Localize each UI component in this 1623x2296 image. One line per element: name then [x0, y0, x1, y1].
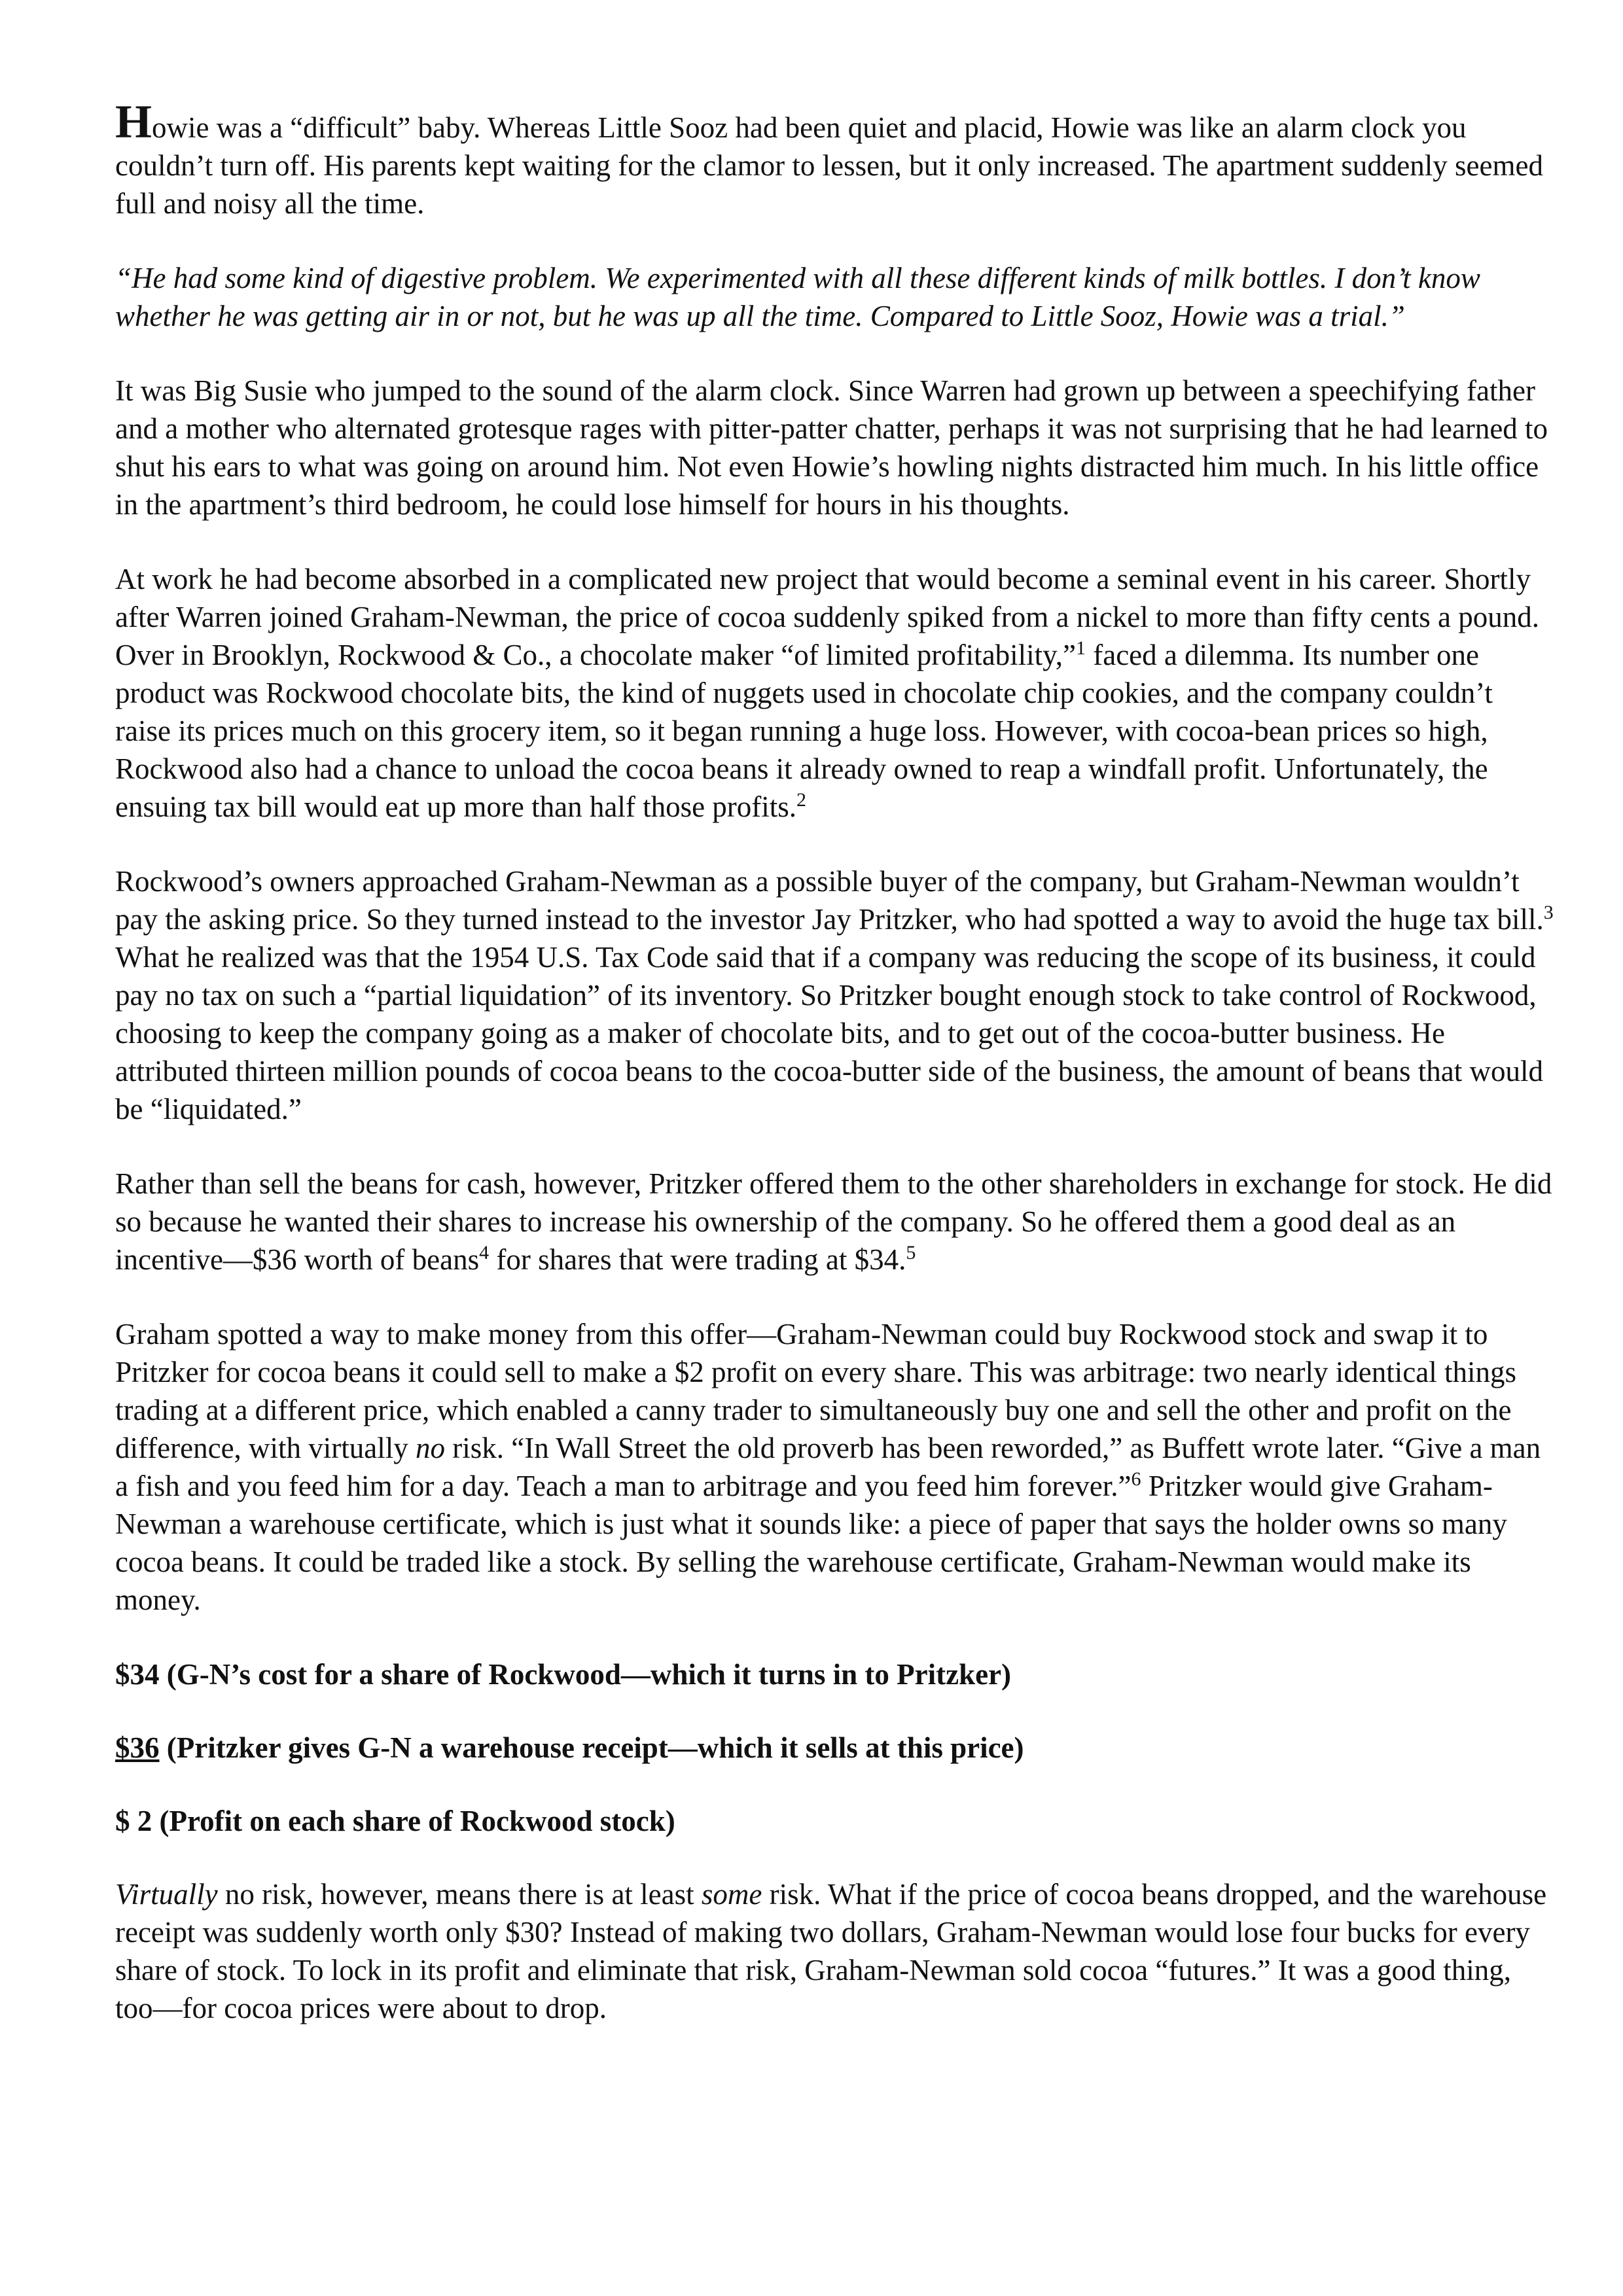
- footnote-ref-6: 6: [1131, 1468, 1141, 1490]
- paragraph-text: At work he had become absorbed in a complicated new project that would become a seminal event in his career. Shortly after Warren joined Graham-Newman, the price of cocoa suddenly spiked from a nickel to more than fifty cents a pound. Over in Brooklyn, Rockwood & Co., a chocolate maker “of limited profitability,”: [115, 563, 1540, 671]
- footnote-ref-2: 2: [796, 789, 807, 811]
- calc-text: $34 (G-N’s cost for a share of Rockwood—which it turns in to Pritzker): [115, 1658, 1012, 1691]
- paragraph-text: Rather than sell the beans for cash, however, Pritzker offered them to the other shareholders in exchange for stock. He did so because he wanted their shares to increase his ownership of the company. So he offered them a good deal as an incentive—$36 worth of beans: [115, 1167, 1552, 1276]
- paragraph-text: risk. “In Wall Street the old proverb has been reworded,” as Buffett wrote later. “Give a man a fish and you feed him for a day. Teach a man to arbitrage and you feed him forever.”: [115, 1432, 1541, 1502]
- paragraph-pritzker: [115, 862, 1555, 1128]
- quote-text: “He had some kind of digestive problem. We experimented with all these different kinds of milk bottles. I don’t know whether he was getting air in or not, but he was up all the time. Compared to Little Sooz, Howie was a trial.”: [115, 262, 1480, 332]
- paragraph-text: Pritzker would give Graham-Newman a warehouse certificate, which is just what it sounds like: a piece of paper that says the holder owns so many cocoa beans. It could be traded like a stock. By selling the warehouse certificate, Graham-Newman would make its money.: [115, 1470, 1507, 1616]
- paragraph-howie-baby: [115, 96, 1555, 222]
- body-text: [115, 96, 1555, 2064]
- calc-line-profit: [115, 1802, 1555, 1840]
- emphasis-no: no: [416, 1432, 446, 1464]
- paragraph-text: owie was a “difficult” baby. Whereas Little Sooz had been quiet and placid, Howie was like an alarm clock you couldn’t turn off. His parents kept waiting for the clamor to lessen, but it only increased. The apartment suddenly seemed full and noisy all the time.: [115, 111, 1543, 220]
- paragraph-text: Graham spotted a way to make money from this offer—Graham-Newman could buy Rockwood stock and swap it to Pritzker for cocoa beans it could sell to make a $2 profit on every share. This was arbitrage: two nearly identical things trading at a different price, which enabled a canny trader to simultaneously buy one and sell the other and profit on the difference, with virtually: [115, 1318, 1516, 1464]
- calc-amount-underlined: $36: [115, 1731, 160, 1764]
- calc-line-cost: [115, 1655, 1555, 1693]
- drop-cap: H: [115, 96, 152, 148]
- paragraph-text: Rockwood’s owners approached Graham-Newman as a possible buyer of the company, but Graham-Newman wouldn’t pay the asking price. So they turned instead to the investor Jay Pritzker, who had spotted a way to avoid the huge tax bill.: [115, 865, 1544, 936]
- footnote-ref-4: 4: [479, 1242, 490, 1263]
- paragraph-offer: [115, 1165, 1555, 1279]
- paragraph-virtually-no-risk: [115, 1875, 1555, 2027]
- emphasis-some: some: [701, 1878, 762, 1911]
- paragraph-text: What he realized was that the 1954 U.S. Tax Code said that if a company was reducing the scope of its business, it could pay no tax on such a “partial liquidation” of its inventory. So Pritzker bought enough stock to take control of Rockwood, choosing to keep the company going as a maker of chocolate bits, and to get out of the cocoa-butter business. He attributed thirteen million pounds of cocoa beans to the cocoa-butter side of the business, the amount of beans that would be “liquidated.”: [115, 941, 1543, 1125]
- footnote-ref-1: 1: [1075, 637, 1086, 659]
- footnote-ref-5: 5: [906, 1242, 916, 1263]
- calc-line-receipt: [115, 1729, 1555, 1767]
- paragraph-text: faced a dilemma. Its number one product was Rockwood chocolate bits, the kind of nuggets used in chocolate chip cookies, and the company couldn’t raise its prices much on this grocery item, so it began running a huge loss. However, with cocoa-bean prices so high, Rockwood also had a chance to unload the cocoa beans it already owned to reap a windfall profit. Unfortunately, the ensuing tax bill would eat up more than half those profits.: [115, 639, 1493, 823]
- paragraph-cocoa-project: [115, 560, 1555, 826]
- paragraph-text: no risk, however, means there is at least: [217, 1878, 702, 1911]
- footnote-ref-3: 3: [1543, 902, 1554, 923]
- paragraph-arbitrage: [115, 1315, 1555, 1619]
- calc-text: $ 2 (Profit on each share of Rockwood stock): [115, 1805, 675, 1837]
- paragraph-text: risk. What if the price of cocoa beans dropped, and the warehouse receipt was suddenly worth only $30? Instead of making two dollars, Graham-Newman would lose four bucks for every share of stock. To lock in its profit and eliminate that risk, Graham-Newman sold cocoa “futures.” It was a good thing, too—for cocoa prices were about to drop.: [115, 1878, 1547, 2024]
- quote-digestive-problem: [115, 259, 1555, 335]
- calc-text: (Pritzker gives G-N a warehouse receipt—which it sells at this price): [159, 1731, 1024, 1764]
- paragraph-text: for shares that were trading at $34.: [489, 1243, 906, 1276]
- emphasis-virtually: Virtually: [115, 1878, 218, 1911]
- paragraph-text: It was Big Susie who jumped to the sound of the alarm clock. Since Warren had grown up between a speechifying father and a mother who alternated grotesque rages with pitter-patter chatter, perhaps it was not surprising that he had learned to shut his ears to what was going on around him. Not even Howie’s howling nights distracted him much. In his little office in the apartment’s third bedroom, he could lose himself for hours in his thoughts.: [115, 374, 1548, 521]
- paragraph-big-susie: [115, 372, 1555, 523]
